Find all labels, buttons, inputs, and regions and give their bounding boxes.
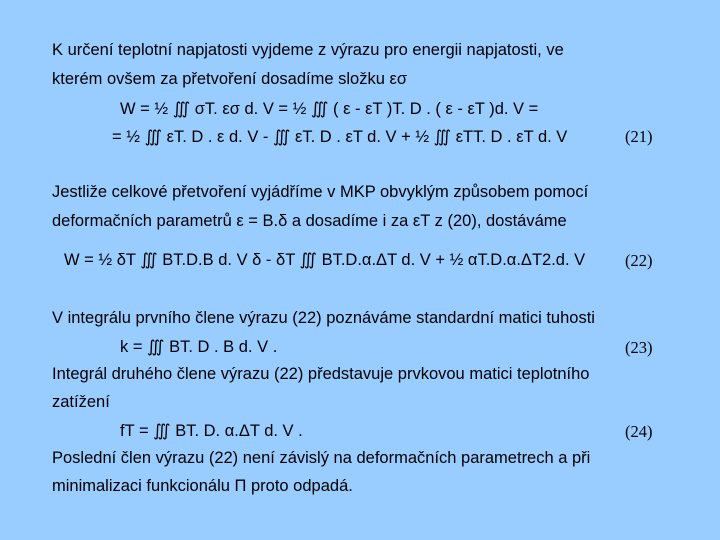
paragraph-1-line-1: K určení teplotní napjatosti vyjdeme z výrazu pro energii napjatosti, ve xyxy=(52,41,564,59)
equation-23: k = ∭ BT. D . B d. V . xyxy=(120,338,278,356)
equation-23-number: (23) xyxy=(625,338,653,357)
equation-24-number: (24) xyxy=(625,422,653,441)
paragraph-2-line-2: deformačních parametrů ε = B.δ a dosadíme i za εT z (20), dostáváme xyxy=(52,212,567,230)
paragraph-3-line-1: V integrálu prvního člene výrazu (22) poznáváme standardní matici tuhosti xyxy=(52,309,595,327)
equation-24: fT = ∭ BT. D. α.ΔT d. V . xyxy=(120,422,303,440)
paragraph-5-line-2: minimalizaci funkcionálu Π proto odpadá. xyxy=(52,477,353,495)
paragraph-4-line-2: zatížení xyxy=(52,393,110,411)
equation-22-number: (22) xyxy=(625,251,653,270)
paragraph-1-line-2: kterém ovšem za přetvoření dosadíme složku εσ xyxy=(52,70,408,88)
equation-22: W = ½ δT ∭ BT.D.B d. V δ - δT ∭ BT.D.α.ΔT d. V + ½ αT.D.α.ΔT2.d. V xyxy=(64,251,586,269)
equation-21-number: (21) xyxy=(625,127,653,146)
paragraph-2-line-1: Jestliže celkové přetvoření vyjádříme v MKP obvyklým způsobem pomocí xyxy=(52,183,589,201)
paragraph-4-line-1: Integrál druhého člene výrazu (22) představuje prvkovou matici teplotního xyxy=(52,365,590,383)
equation-21-line-2: = ½ ∭ εT. D . ε d. V - ∭ εT. D . εT d. V + ½ ∭ εTT. D . εT d. V xyxy=(112,128,568,146)
paragraph-5-line-1: Poslední člen výrazu (22) není závislý na deformačních parametrech a při xyxy=(52,449,591,467)
equation-21-line-1: W = ½ ∭ σT. εσ d. V = ½ ∭ ( ε - εT )T. D . ( ε - εT )d. V = xyxy=(120,100,539,118)
